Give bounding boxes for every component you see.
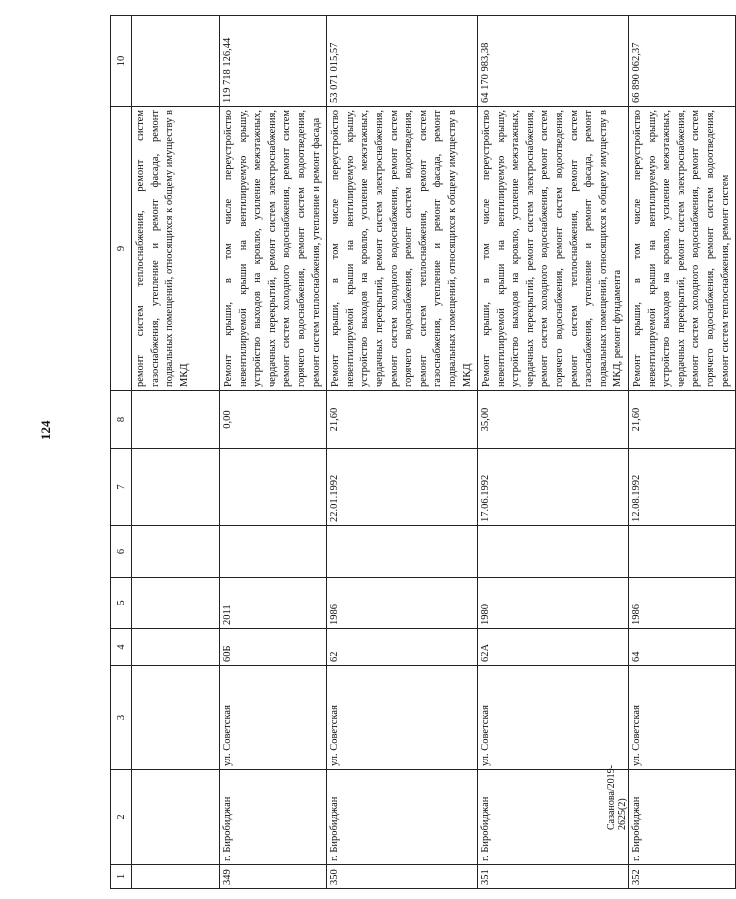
table-row [220, 16, 327, 889]
col8-cell: 35,00 [478, 391, 629, 449]
works-cell: Ремонт крыши, в том числе переустройство невентилируемой крыши на вентилируемую крышу, устройство выходов на кровлю, усиление межэтажных, чердачных перекрытий, ремонт систем электроснабжения, ремонт систем холодного водоснабжения, ремонт систем горячего водоснабжения, ремонт систем водоотведения, ремонт систем теплоснабжения, утепление и ремонт фасада [220, 107, 327, 391]
header-cell: 8 [111, 391, 132, 449]
house-cell: 62 [327, 629, 478, 666]
city-cell: г. Биробиджан [478, 770, 629, 865]
header-cell: 2 [111, 770, 132, 865]
house-cell [132, 629, 220, 666]
date-cell [132, 449, 220, 526]
col6-cell [132, 526, 220, 578]
works-cell: Ремонт крыши, в том числе переустройство невентилируемой крыши на вентилируемую крышу, устройство выходов на кровлю, усиление межэтажных, чердачных перекрытий, ремонт систем электроснабжения, ремонт систем холодного водоснабжения, ремонт систем горячего водоснабжения, ремонт систем водоотведения, ремонт систем теплоснабжения, ремонт систем газоснабжения, утепление и ремонт фасада, ремонт подвальных помещений, относящихся к общему имуществу в МКД, ремонт фундамента [478, 107, 629, 391]
col8-cell: 0,00 [220, 391, 327, 449]
row-number: 352 [629, 865, 736, 889]
table-row [629, 16, 736, 889]
year-cell: 2011 [220, 578, 327, 629]
header-cell: 3 [111, 666, 132, 770]
date-cell [220, 449, 327, 526]
header-cell: 1 [111, 865, 132, 889]
header-cell: 5 [111, 578, 132, 629]
header-cell: 9 [111, 107, 132, 391]
row-number: 349 [220, 865, 327, 889]
cost-cell: 64 170 983,38 [478, 16, 629, 107]
street-cell [132, 666, 220, 770]
house-cell: 62А [478, 629, 629, 666]
house-cell: 64 [629, 629, 736, 666]
page-number: 124 [38, 420, 53, 440]
header-cell: 10 [111, 16, 132, 107]
city-cell: г. Биробиджан [220, 770, 327, 865]
row-number: 350 [327, 865, 478, 889]
table-row-continuation [132, 16, 220, 889]
street-cell: ул. Советская [629, 666, 736, 770]
col8-cell: 21,60 [327, 391, 478, 449]
year-cell: 1980 [478, 578, 629, 629]
works-cell: Ремонт крыши, в том числе переустройство невентилируемой крыши на вентилируемую крышу, устройство выходов на кровлю, усиление межэтажных, чердачных перекрытий, ремонт систем электроснабжения, ремонт систем холодного водоснабжения, ремонт систем горячего водоснабжения, ремонт систем водоотведения, ремонт систем теплоснабжения, ремонт систем газоснабжения, утепление и ремонт фасада, ремонт подвальных помещений, относящихся к общему имуществу в МКД [327, 107, 478, 391]
works-cell: ремонт систем теплоснабжения, ремонт систем газоснабжения, утепление и ремонт фасада, ремонт подвальных помещений, относящихся к общему имуществу в МКД [132, 107, 220, 391]
street-cell: ул. Советская [220, 666, 327, 770]
works-cell: Ремонт крыши, в том числе переустройство невентилируемой крыши на вентилируемую крышу, устройство выходов на кровлю, усиление межэтажных, чердачных перекрытий, ремонт систем электроснабжения, ремонт систем холодного водоснабжения, ремонт систем горячего водоснабжения, ремонт систем водоотведения, ремонт систем теплоснабжения, ремонт систем [629, 107, 736, 391]
year-cell [132, 578, 220, 629]
year-cell: 1986 [629, 578, 736, 629]
city-cell: г. Биробиджан [327, 770, 478, 865]
col8-cell: 21,60 [629, 391, 736, 449]
col8-cell [132, 391, 220, 449]
street-cell: ул. Советская [478, 666, 629, 770]
col6-cell [327, 526, 478, 578]
street-cell: ул. Советская [327, 666, 478, 770]
register-table [110, 15, 736, 889]
col6-cell [220, 526, 327, 578]
table-row [327, 16, 478, 889]
cost-cell: 53 071 015,57 [327, 16, 478, 107]
city-cell: г. Биробиджан [629, 770, 736, 865]
cost-cell [132, 16, 220, 107]
city-cell [132, 770, 220, 865]
house-cell: 60Б [220, 629, 327, 666]
col6-cell [629, 526, 736, 578]
date-cell: 12.08.1992 [629, 449, 736, 526]
row-number [132, 865, 220, 889]
row-number: 351 [478, 865, 629, 889]
header-cell: 4 [111, 629, 132, 666]
cost-cell: 119 718 126,44 [220, 16, 327, 107]
col6-cell [478, 526, 629, 578]
date-cell: 17.06.1992 [478, 449, 629, 526]
header-row [111, 16, 132, 889]
year-cell: 1986 [327, 578, 478, 629]
header-cell: 7 [111, 449, 132, 526]
cost-cell: 66 890 062,37 [629, 16, 736, 107]
document-reference: Сазанова/2019-2625(2) [606, 765, 628, 830]
table-row [478, 16, 629, 889]
date-cell: 22.01.1992 [327, 449, 478, 526]
header-cell: 6 [111, 526, 132, 578]
